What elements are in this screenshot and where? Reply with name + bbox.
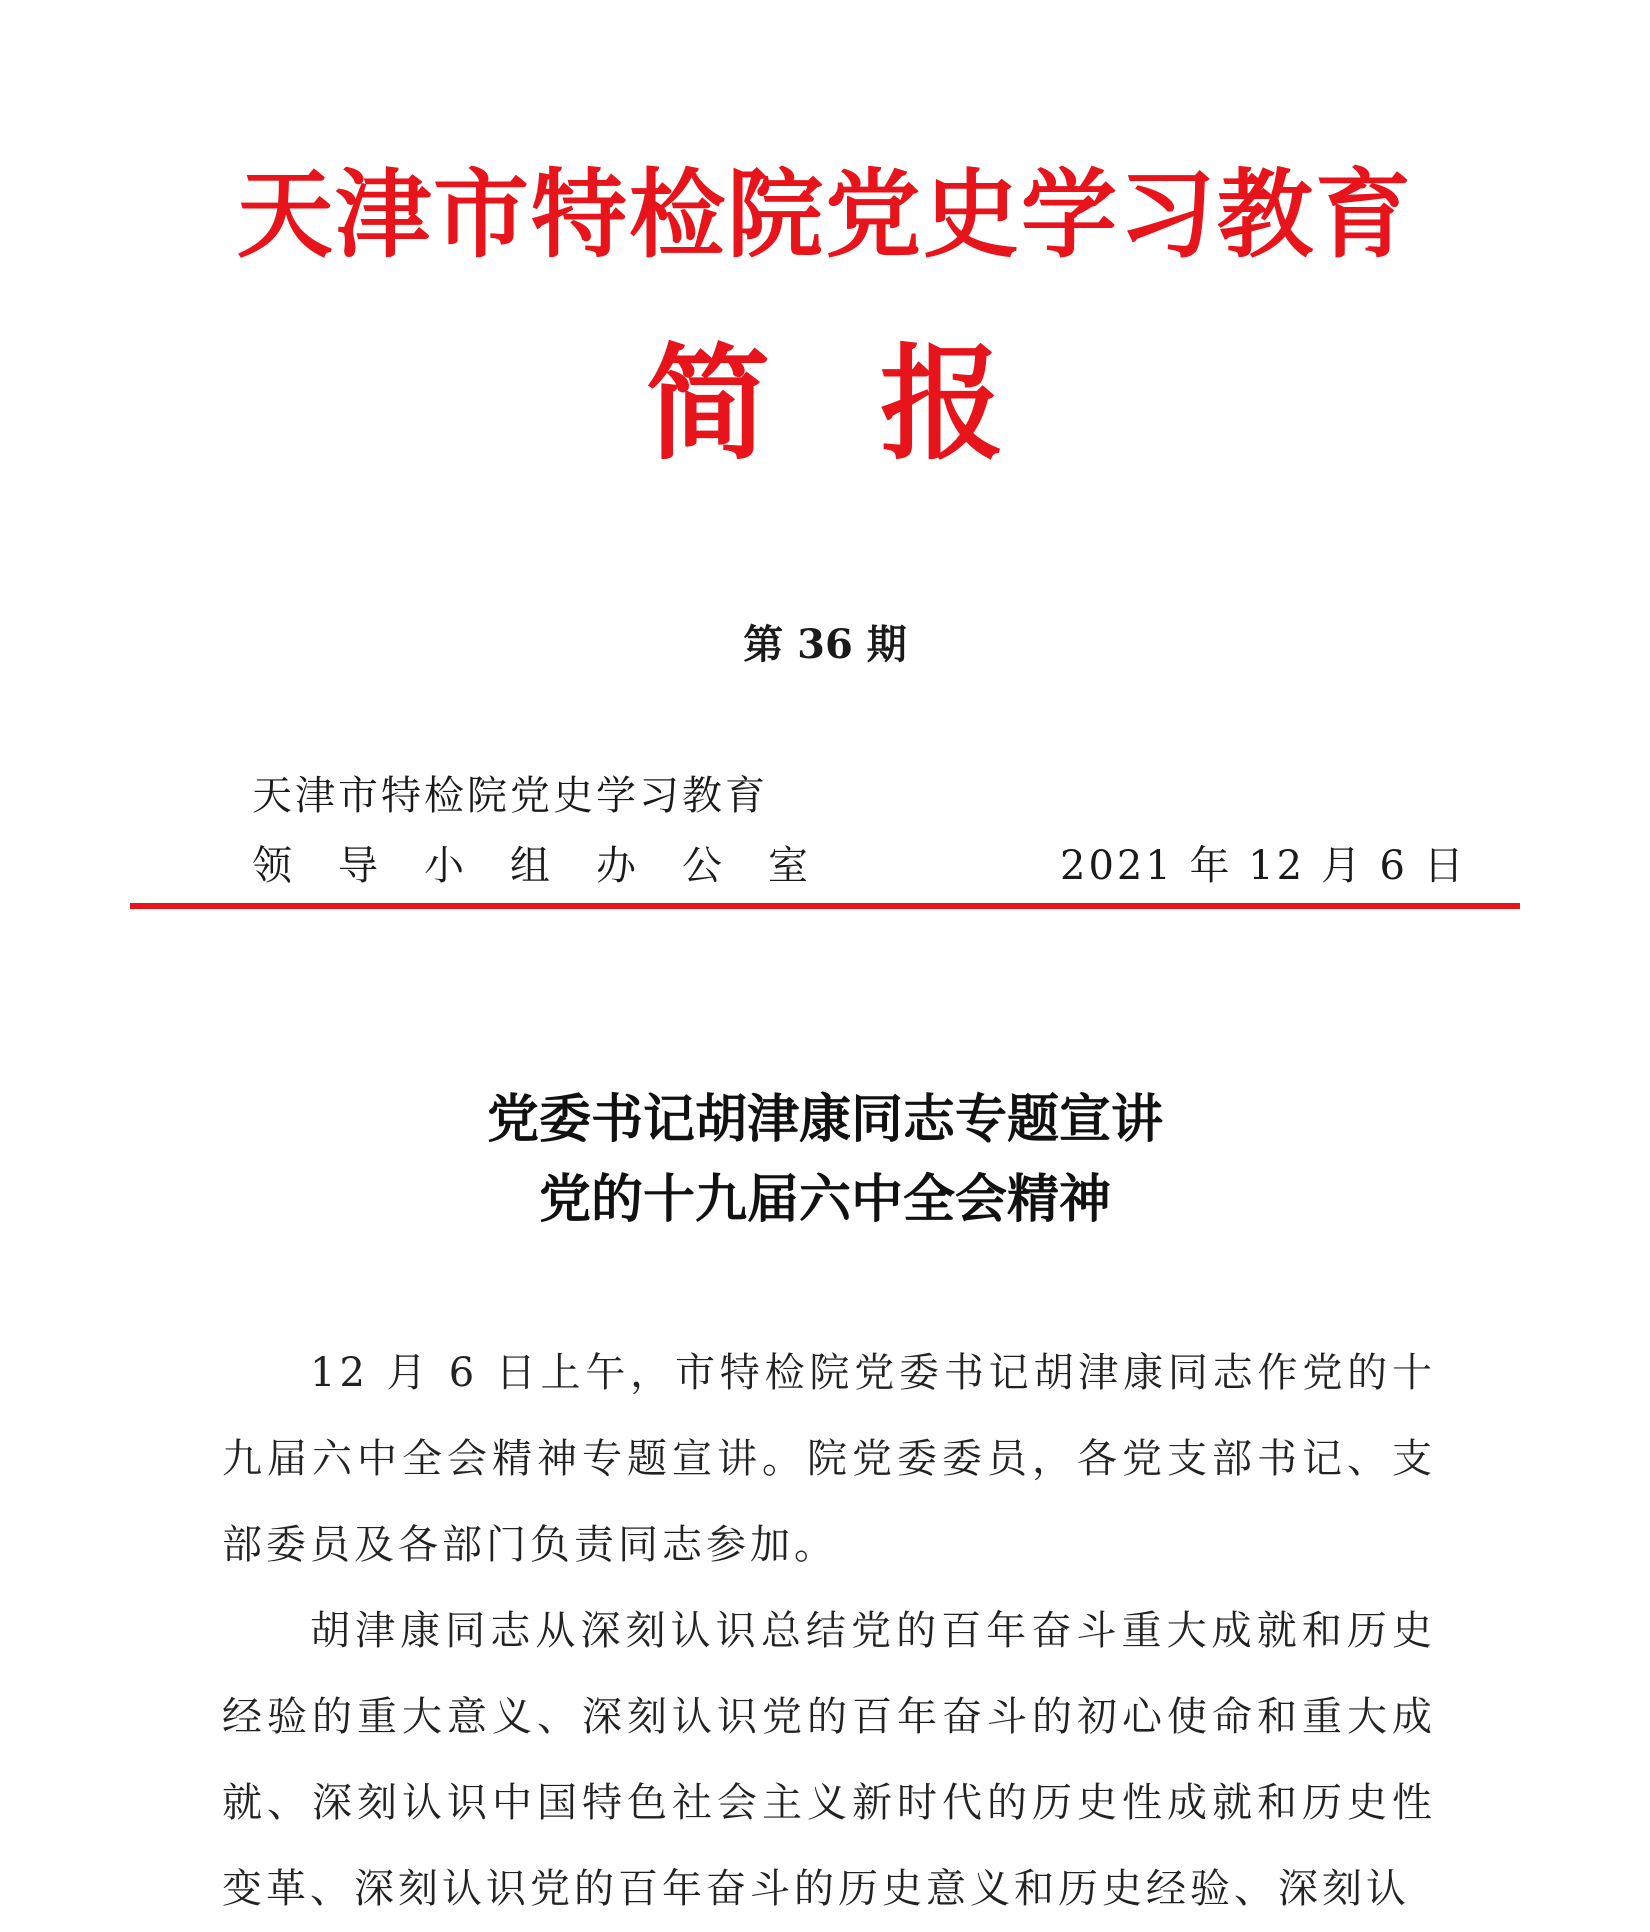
- masthead-subtitle: 简报: [645, 332, 1114, 477]
- issuer-block: [252, 770, 854, 892]
- article-paragraph: 胡津康同志从深刻认识总结党的百年奋斗重大成就和历史经验的重大意义、深刻认识党的百年奋斗的初心使命和重大成就、深刻认识中国特色社会主义新时代的历史性成就和历史性变革、深刻认识党的百年奋斗的历史意义和历史经验、深刻认: [222, 1608, 1436, 1912]
- issuer-office: 领导小组办公室: [252, 843, 854, 889]
- issue-date: 2021 年 12 月 6 日: [1060, 843, 1467, 889]
- article-title-line1: 党委书记胡津康同志专题宣讲: [486, 1089, 1163, 1150]
- issuer-name: 天津市特检院党史学习教育: [252, 773, 768, 819]
- article-body: [222, 1330, 1436, 1932]
- article-paragraph: 12 月 6 日上午，市特检院党委书记胡津康同志作党的十九届六中全会精神专题宣讲。院党委委员，各党支部书记、支部委员及各部门负责同志参加。: [222, 1350, 1436, 1568]
- article-title: [0, 1080, 1650, 1240]
- issue-number: 第 36 期: [743, 621, 907, 668]
- article-title-line2: 党的十九届六中全会精神: [538, 1169, 1111, 1230]
- masthead-title: 天津市特检院党史学习教育: [237, 158, 1413, 271]
- red-divider-line: [130, 903, 1520, 909]
